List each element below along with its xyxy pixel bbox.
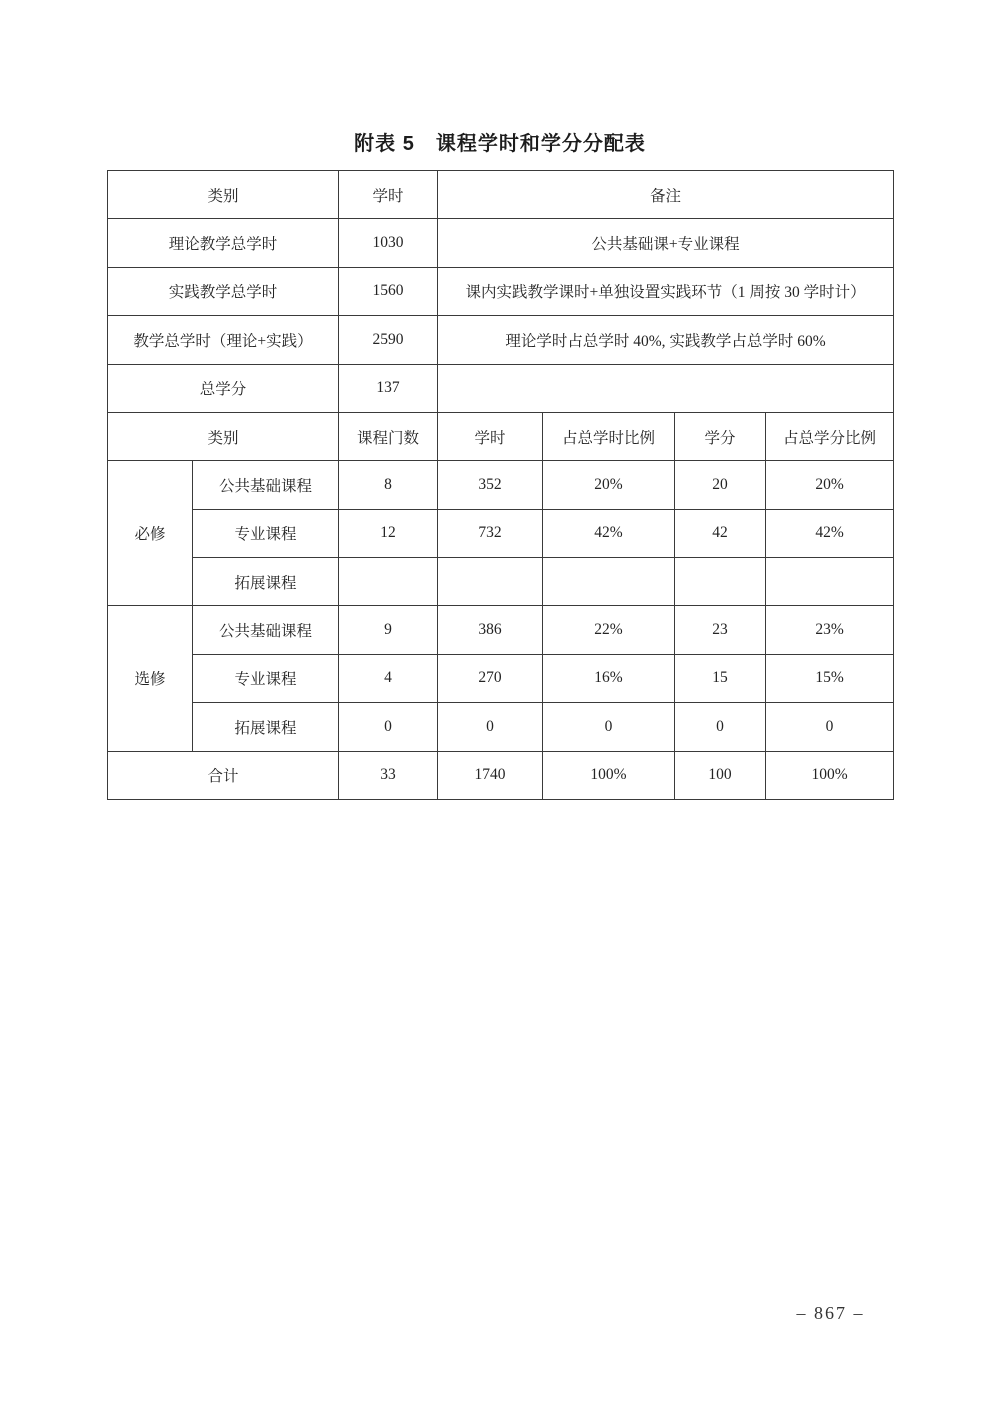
page-number: – 867 – [796, 1303, 865, 1323]
cell-note [438, 364, 894, 412]
summary-row-total-hours [108, 316, 894, 364]
col-header-hours: 学时 [438, 412, 543, 460]
cell-hours-pct: 22% [543, 606, 675, 654]
summary-header-row [108, 171, 894, 219]
elective-row-extension [108, 703, 894, 751]
cell-credits-pct [766, 558, 894, 606]
cell-credits [675, 558, 766, 606]
cell-courses: 8 [339, 461, 438, 509]
col-header-hours: 学时 [339, 171, 438, 219]
cell-courses: 0 [339, 703, 438, 751]
page-title: 附表 5 课程学时和学分分配表 [354, 133, 646, 155]
cell-hours-pct: 42% [543, 509, 675, 557]
cell-hours-pct: 16% [543, 654, 675, 702]
cell-hours-pct: 0 [543, 703, 675, 751]
cell-note: 课内实践教学课时+单独设置实践环节（1 周按 30 学时计） [438, 267, 894, 315]
cell-hours: 1030 [339, 219, 438, 267]
col-header-category: 类别 [108, 171, 339, 219]
cell-group-required: 必修 [108, 461, 193, 606]
cell-hours: 732 [438, 509, 543, 557]
col-header-credits-pct: 占总学分比例 [766, 412, 894, 460]
cell-category: 总学分 [108, 364, 339, 412]
cell-hours-pct: 20% [543, 461, 675, 509]
cell-hours: 352 [438, 461, 543, 509]
cell-courses: 9 [339, 606, 438, 654]
cell-hours-pct [543, 558, 675, 606]
cell-credits-pct: 20% [766, 461, 894, 509]
cell-hours: 1740 [438, 751, 543, 800]
col-header-category: 类别 [108, 412, 339, 460]
required-row-extension [108, 558, 894, 606]
total-row [108, 751, 894, 800]
cell-hours: 270 [438, 654, 543, 702]
cell-courses: 12 [339, 509, 438, 557]
cell-note: 公共基础课+专业课程 [438, 219, 894, 267]
cell-credits: 20 [675, 461, 766, 509]
cell-note: 理论学时占总学时 40%, 实践教学占总学时 60% [438, 316, 894, 364]
summary-row-theory [108, 219, 894, 267]
cell-credits-pct: 15% [766, 654, 894, 702]
col-header-note: 备注 [438, 171, 894, 219]
cell-credits-pct: 0 [766, 703, 894, 751]
cell-courses: 4 [339, 654, 438, 702]
required-row-professional [108, 509, 894, 557]
col-header-course-count: 课程门数 [339, 412, 438, 460]
col-header-hours-pct: 占总学时比例 [543, 412, 675, 460]
cell-credits-pct: 23% [766, 606, 894, 654]
cell-hours-pct: 100% [543, 751, 675, 800]
cell-hours [438, 558, 543, 606]
cell-course-type: 专业课程 [193, 509, 339, 557]
cell-credits: 0 [675, 703, 766, 751]
cell-course-type: 拓展课程 [193, 558, 339, 606]
cell-credits: 15 [675, 654, 766, 702]
cell-category: 理论教学总学时 [108, 219, 339, 267]
course-hours-credits-table [107, 170, 894, 800]
summary-row-total-credits [108, 364, 894, 412]
cell-course-type: 拓展课程 [193, 703, 339, 751]
detail-header-row [108, 412, 894, 460]
cell-hours: 137 [339, 364, 438, 412]
cell-credits-pct: 42% [766, 509, 894, 557]
cell-courses: 33 [339, 751, 438, 800]
required-row-public-basic [108, 461, 894, 509]
elective-row-professional [108, 654, 894, 702]
cell-category: 教学总学时（理论+实践） [108, 316, 339, 364]
cell-total-label: 合计 [108, 751, 339, 800]
cell-hours: 1560 [339, 267, 438, 315]
cell-course-type: 公共基础课程 [193, 461, 339, 509]
cell-category: 实践教学总学时 [108, 267, 339, 315]
cell-credits-pct: 100% [766, 751, 894, 800]
cell-credits: 42 [675, 509, 766, 557]
cell-hours: 2590 [339, 316, 438, 364]
cell-hours: 0 [438, 703, 543, 751]
cell-credits: 100 [675, 751, 766, 800]
cell-course-type: 专业课程 [193, 654, 339, 702]
col-header-credits: 学分 [675, 412, 766, 460]
cell-group-elective: 选修 [108, 606, 193, 751]
summary-row-practice [108, 267, 894, 315]
cell-courses [339, 558, 438, 606]
elective-row-public-basic [108, 606, 894, 654]
cell-credits: 23 [675, 606, 766, 654]
cell-hours: 386 [438, 606, 543, 654]
cell-course-type: 公共基础课程 [193, 606, 339, 654]
